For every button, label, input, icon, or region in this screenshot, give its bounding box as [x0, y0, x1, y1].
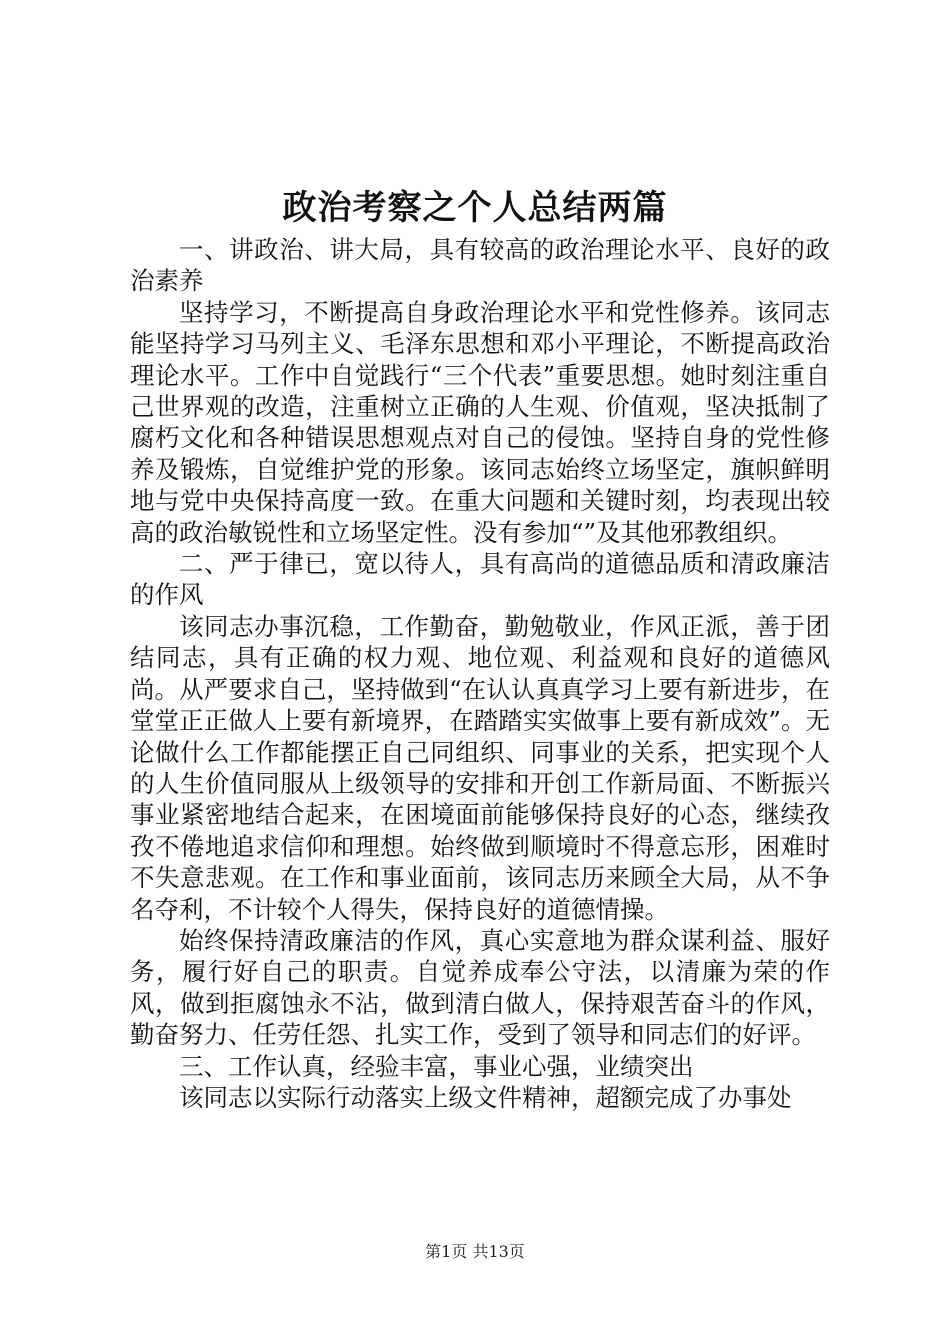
document-body: [130, 234, 830, 1113]
paragraph: 始终保持清政廉洁的作风，真心实意地为群众谋利益、服好务，履行好自己的职责。自觉养成奉公守法，以清廉为荣的作风，做到拒腐蚀永不沾，做到清白做人，保持艰苦奋斗的作风，勤奋努力、任劳任怨、扎实工作，受到了领导和同志们的好评。: [130, 925, 830, 1050]
document-title: 政治考察之个人总结两篇: [282, 188, 668, 228]
section-heading-2: 二、严于律已，宽以待人，具有高尚的道德品质和清政廉洁的作风: [130, 549, 830, 610]
paragraph: 坚持学习，不断提高自身政治理论水平和党性修养。该同志能坚持学习马列主义、毛泽东思想和邓小平理论，不断提高政治理论水平。工作中自觉践行“三个代表”重要思想。她时刻注重自己世界观的改造，注重树立正确的人生观、价值观，坚决抵制了腐朽文化和各种错误思想观点对自己的侵蚀。坚持自身的党性修养及锻炼，自觉维护党的形象。该同志始终立场坚定，旗帜鲜明地与党中央保持高度一致。在重大问题和关键时刻，均表现出较高的政治敏锐性和立场坚定性。没有参加“”及其他邪教组织。: [130, 297, 830, 547]
paragraph: 该同志办事沉稳，工作勤奋，勤勉敬业，作风正派，善于团结同志，具有正确的权力观、地位观、利益观和良好的道德风尚。从严要求自己，坚持做到“在认认真真学习上要有新进步，在堂堂正正做人上要有新境界，在踏踏实实做事上要有新成效”。无论做什么工作都能摆正自己同组织、同事业的关系，把实现个人的人生价值同服从上级领导的安排和开创工作新局面、不断振兴事业紧密地结合起来，在困境面前能够保持良好的心态，继续孜孜不倦地追求信仰和理想。始终做到顺境时不得意忘形，困难时不失意悲观。在工作和事业面前，该同志历来顾全大局，从不争名夺利，不计较个人得失，保持良好的道德情操。: [130, 611, 830, 924]
paragraph: 该同志以实际行动落实上级文件精神，超额完成了办事处: [179, 1082, 792, 1112]
page-number-footer: 第1页 共13页: [425, 1242, 525, 1261]
section-heading-1: 一、讲政治、讲大局，具有较高的政治理论水平、良好的政治素养: [130, 235, 830, 296]
section-heading-3: 三、工作认真，经验丰富，事业心强，业绩突出: [179, 1051, 694, 1081]
